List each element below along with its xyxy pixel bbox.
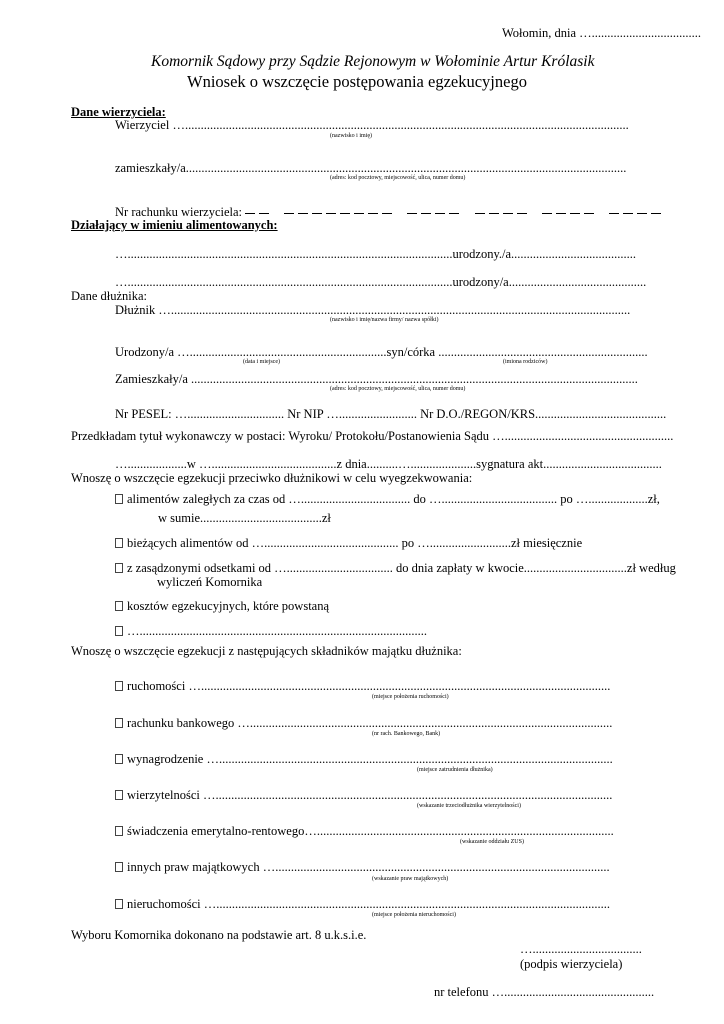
debtor-born-field[interactable]: Urodzony/a …...............................................................syn/córka ................................................................... bbox=[115, 345, 648, 359]
creditor-section-heading: Dane wierzyciela: bbox=[71, 105, 166, 119]
checkbox[interactable] bbox=[115, 826, 123, 836]
claim-interest-note: wyliczeń Komornika bbox=[157, 575, 263, 589]
account-number-boxes bbox=[245, 205, 665, 219]
checkbox[interactable] bbox=[115, 563, 123, 573]
checkbox[interactable] bbox=[115, 681, 123, 691]
debtor-born-hint-parents: (imiona rodziców) bbox=[503, 359, 548, 365]
asset-other-rights[interactable]: innych praw majątkowych …........................................................................................................... bbox=[115, 860, 610, 874]
claims-intro: Wnoszę o wszczęcie egzekucji przeciwko dłużnikowi w celu wyegzekwowania: bbox=[71, 471, 473, 485]
phone-field[interactable]: nr telefonu …................................................ bbox=[434, 985, 655, 999]
checkbox[interactable] bbox=[115, 538, 123, 548]
child-row-2[interactable]: …........................................................................................................urodzony/a............................................ bbox=[115, 275, 647, 289]
bailiff-name: Komornik Sądowy przy Sądzie Rejonowym w Wołominie Artur Królasik bbox=[151, 53, 595, 70]
signature-field[interactable]: …................................... bbox=[520, 942, 642, 956]
checkbox[interactable] bbox=[115, 626, 123, 636]
children-section-heading: Działający w imieniu alimentowanych: bbox=[71, 218, 278, 232]
asset-bank-account[interactable]: rachunku bankowego ….................................................................................................................... bbox=[115, 716, 612, 730]
claim-current[interactable]: bieżących alimentów od …........................................... po …..........................zł miesięcznie bbox=[115, 536, 582, 550]
checkbox[interactable] bbox=[115, 790, 123, 800]
child-row-1[interactable]: …........................................................................................................urodzony./a........................................ bbox=[115, 247, 637, 261]
creditor-address-hint: (adres: kod pocztowy, miejscowość, ulica, numer domu) bbox=[330, 175, 466, 181]
asset-receivables-hint: (wskazanie trzeciodłużnika wierzytelności) bbox=[417, 803, 521, 809]
claim-arrears[interactable]: alimentów zaległych za czas od …................................... do …..................................... po …...................zł, bbox=[115, 492, 660, 506]
bailiff-choice-basis: Wyboru Komornika dokonano na podstawie art. 8 u.k.s.i.e. bbox=[71, 928, 367, 942]
checkbox[interactable] bbox=[115, 754, 123, 764]
debtor-name-hint: (nazwisko i imię/nazwa firmy/ nazwa spółki) bbox=[330, 317, 439, 323]
creditor-account-field[interactable] bbox=[115, 205, 665, 219]
asset-bank-account-hint: (nr rach. Bankowego, Bank) bbox=[372, 731, 441, 737]
asset-pension-hint: (wskazanie oddziału ZUS) bbox=[460, 839, 524, 845]
creditor-address-field[interactable]: zamieszkały/a............................................................................................................................................. bbox=[115, 161, 627, 175]
debtor-section-heading: Dane dłużnika: bbox=[71, 289, 148, 303]
asset-real-estate-hint: (miejsce położenia nieruchomości) bbox=[372, 912, 456, 918]
asset-salary[interactable]: wynagrodzenie ….............................................................................................................................. bbox=[115, 752, 613, 766]
asset-real-estate[interactable]: nieruchomości ….............................................................................................................................. bbox=[115, 897, 610, 911]
asset-receivables[interactable]: wierzytelności …............................................................................................................................... bbox=[115, 788, 612, 802]
creditor-name-field[interactable]: Wierzyciel ….............................................................................................................................................. bbox=[115, 118, 629, 132]
checkbox[interactable] bbox=[115, 494, 123, 504]
debtor-name-field[interactable]: Dłużnik …................................................................................................................................................... bbox=[115, 303, 631, 317]
debtor-born-hint-date: (data i miejsce) bbox=[243, 359, 280, 365]
creditor-account-label: Nr rachunku wierzyciela: bbox=[115, 205, 243, 219]
checkbox[interactable] bbox=[115, 601, 123, 611]
asset-pension[interactable]: świadczenia emerytalno-rentowego…............................................................................................... bbox=[115, 824, 614, 838]
claim-interest[interactable]: z zasądzonymi odsetkami od ….................................. do dnia zapłaty w kwocie.................................zł według bbox=[115, 561, 676, 575]
page-title: Wniosek o wszczęcie postępowania egzekucyjnego bbox=[187, 72, 527, 91]
claim-arrears-sum[interactable]: w sumie.......................................zł bbox=[158, 511, 331, 525]
title-doc-line[interactable]: Przedkładam tytuł wykonawczy w postaci: Wyroku/ Protokołu/Postanowienia Sądu …...................................................... bbox=[71, 429, 674, 443]
claim-other[interactable]: …............................................................................................ bbox=[115, 624, 427, 638]
checkbox[interactable] bbox=[115, 862, 123, 872]
checkbox[interactable] bbox=[115, 899, 123, 909]
asset-movables-hint: (miejsce położenia ruchomości) bbox=[372, 694, 449, 700]
debtor-address-field[interactable]: Zamieszkały/a ............................................................................................................................................... bbox=[115, 372, 638, 386]
creditor-name-hint: (nazwisko i imię) bbox=[330, 133, 372, 139]
debtor-address-hint: (adres: kod pocztowy, miejscowość, ulica, numer domu) bbox=[330, 386, 466, 392]
assets-intro: Wnoszę o wszczęcie egzekucji z następujących składników majątku dłużnika: bbox=[71, 644, 462, 658]
asset-salary-hint: (miejsce zatrudnienia dłużnika) bbox=[417, 767, 493, 773]
title-doc-details[interactable]: …...................w …........................................z dnia..........….....................sygnatura akt...................................... bbox=[115, 457, 662, 471]
claim-costs[interactable]: kosztów egzekucyjnych, które powstaną bbox=[115, 599, 329, 613]
place-date: Wołomin, dnia …................................... bbox=[502, 26, 701, 40]
signature-label: (podpis wierzyciela) bbox=[520, 957, 623, 971]
asset-movables[interactable]: ruchomości …................................................................................................................................... bbox=[115, 679, 610, 693]
checkbox[interactable] bbox=[115, 718, 123, 728]
debtor-ids-field[interactable]: Nr PESEL: …............................... Nr NIP …......................... Nr D.O./REGON/KRS.......................................... bbox=[115, 407, 667, 421]
asset-other-rights-hint: (wskazanie praw majątkowych) bbox=[372, 876, 449, 882]
